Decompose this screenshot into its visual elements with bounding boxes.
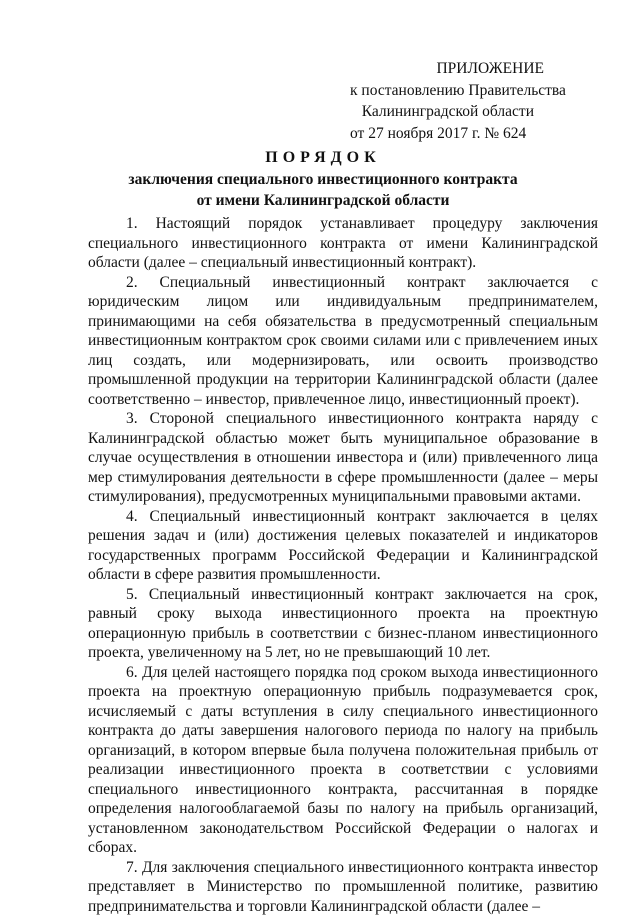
paragraph-1: 1. Настоящий порядок устанавливает процедуру заключения специального инвестиционного контракта от имени Калининградской области (далее – специальный инвестиционный контракт). [88,214,598,273]
paragraph-2: 2. Специальный инвестиционный контракт заключается с юридическим лицом или индивидуальным предпринимателем, принимающими на себя обязательства в предусмотренный специальным инвестиционным контрактом срок своими силами или с привлечением иных лиц создать, или модернизировать, или освоить производство промышленной продукции на территории Калининградской области (далее соответственно – инвестор, привлеченное лицо, инвестиционный проект). [88,273,598,410]
document-heading [88,147,558,211]
appendix-block [350,58,600,144]
appendix-title: ПРИЛОЖЕНИЕ [350,58,600,80]
heading-subtitle-line-2: от имени Калининградской области [88,190,558,211]
heading-title: ПОРЯДОК [88,147,558,169]
appendix-region-line: Калининградской области [350,101,600,123]
heading-subtitle-line-1: заключения специального инвестиционного контракта [88,169,558,190]
paragraph-7: 7. Для заключения специального инвестиционного контракта инвестор представляет в Министерство по промышленной политике, развитию предпринимательства и торговли Калининградской области (далее – [88,858,598,916]
paragraph-4: 4. Специальный инвестиционный контракт заключается в целях решения задач и (или) достижения целевых показателей и индикаторов государственных программ Российской Федерации и Калининградской области в сфере развития промышленности. [88,507,598,585]
paragraph-5: 5. Специальный инвестиционный контракт заключается на срок, равный сроку выхода инвестиционного проекта на проектную операционную прибыль в соответствии с бизнес-планом инвестиционного проекта, увеличенному на 5 лет, но не превышающий 10 лет. [88,585,598,663]
paragraph-6: 6. Для целей настоящего порядка под сроком выхода инвестиционного проекта на проектную операционную прибыль подразумевается срок, исчисляемый с даты вступления в силу специального инвестиционного контракта до даты завершения налогового периода по налогу на прибыль организаций, в котором впервые была получена положительная прибыль от реализации инвестиционного проекта в соответствии с условиями специального инвестиционного контракта, рассчитанная в порядке определения налогооблагаемой базы по налогу на прибыль организаций, установленном законодательством Российской Федерации о налогах и сборах. [88,663,598,858]
appendix-date-line: от 27 ноября 2017 г. № 624 [350,123,600,145]
paragraph-3: 3. Стороной специального инвестиционного контракта наряду с Калининградской областью может быть муниципальное образование в случае осуществления в отношении инвестора и (или) привлеченного лица мер стимулирования деятельности в сфере промышленности (далее – меры стимулирования), предусмотренных муниципальными правовыми актами. [88,409,598,507]
appendix-resolution-line: к постановлению Правительства [350,80,600,102]
document-body [88,214,598,916]
